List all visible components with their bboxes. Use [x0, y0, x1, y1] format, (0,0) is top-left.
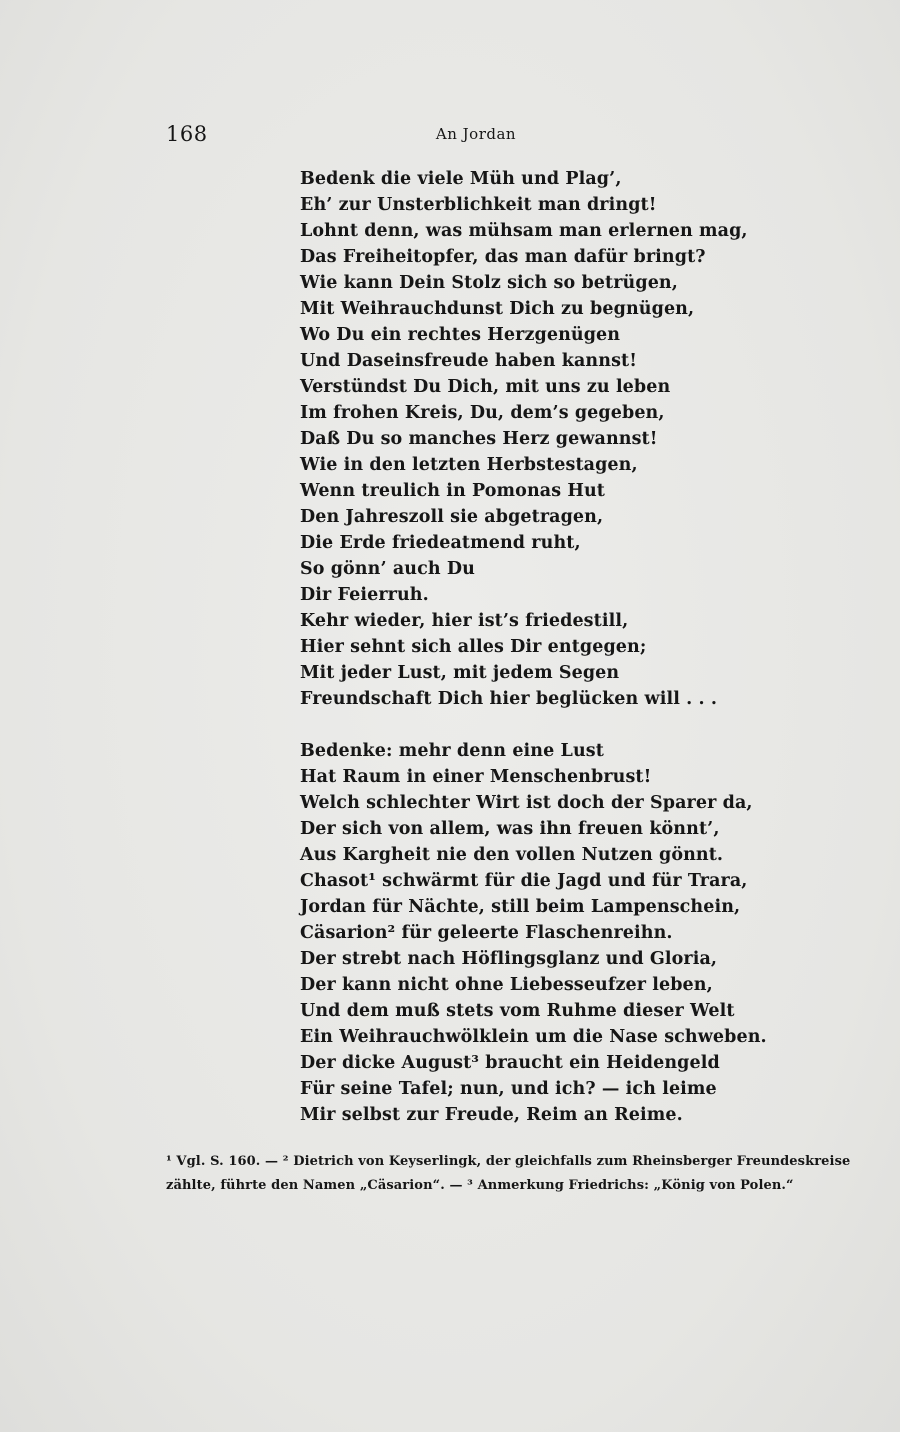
- poem-line: Wie in den letzten Herbstestagen,: [300, 455, 638, 475]
- poem-line: Bedenk die viele Müh und Plag’,: [300, 169, 622, 189]
- poem-line: Welch schlechter Wirt ist doch der Sparer da,: [300, 793, 753, 813]
- poem-line: Wenn treulich in Pomonas Hut: [300, 481, 605, 501]
- poem-line: Mir selbst zur Freude, Reim an Reime.: [300, 1105, 683, 1125]
- stanza-1: [300, 166, 748, 712]
- poem-line: Und dem muß stets vom Ruhme dieser Welt: [300, 1001, 735, 1021]
- poem-line: Wie kann Dein Stolz sich so betrügen,: [300, 273, 678, 293]
- poem-line: Der strebt nach Höflingsglanz und Gloria,: [300, 949, 718, 969]
- poem-line: Das Freiheitopfer, das man dafür bringt?: [300, 247, 706, 267]
- poem-line: Verstündst Du Dich, mit uns zu leben: [300, 377, 671, 397]
- poem-line: Der kann nicht ohne Liebesseufzer leben,: [300, 975, 713, 995]
- poem-line: Cäsarion² für geleerte Flaschenreihn.: [300, 923, 673, 943]
- poem-line: Für seine Tafel; nun, und ich? — ich leime: [300, 1079, 717, 1099]
- stanza-2: [300, 738, 767, 1128]
- poem-line: Dir Feierruh.: [300, 585, 429, 605]
- poem-line: Ein Weihrauchwölklein um die Nase schweben.: [300, 1027, 767, 1047]
- poem-line: Wo Du ein rechtes Herzgenügen: [300, 325, 621, 345]
- poem-line: Der dicke August³ braucht ein Heidengeld: [300, 1053, 720, 1073]
- poem: [300, 166, 767, 1128]
- footnote-line: ¹ Vgl. S. 160. — ² Dietrich von Keyserlingk, der gleichfalls zum Rheinsberger Freundeskreise: [166, 1154, 851, 1169]
- poem-line: Kehr wieder, hier ist’s friedestill,: [300, 611, 629, 631]
- footnotes: [166, 1150, 851, 1198]
- running-title: An Jordan: [435, 125, 517, 143]
- page-number: 168: [166, 122, 208, 146]
- poem-line: Chasot¹ schwärmt für die Jagd und für Trara,: [300, 871, 748, 891]
- poem-line: Daß Du so manches Herz gewannst!: [300, 429, 658, 449]
- poem-line: So gönn’ auch Du: [300, 559, 475, 579]
- poem-line: Eh’ zur Unsterblichkeit man dringt!: [300, 195, 657, 215]
- poem-line: Aus Kargheit nie den vollen Nutzen gönnt.: [300, 845, 724, 865]
- poem-line: Mit Weihrauchdunst Dich zu begnügen,: [300, 299, 695, 319]
- footnote-line: zählte, führte den Namen „Cäsarion“. — ³ Anmerkung Friedrichs: „König von Polen.“: [166, 1178, 794, 1193]
- poem-line: Hier sehnt sich alles Dir entgegen;: [300, 637, 647, 657]
- poem-line: Der sich von allem, was ihn freuen könnt’,: [300, 819, 720, 839]
- poem-line: Jordan für Nächte, still beim Lampenschein,: [300, 897, 741, 917]
- poem-line: Freundschaft Dich hier beglücken will . . .: [300, 689, 718, 709]
- poem-line: Den Jahreszoll sie abgetragen,: [300, 507, 604, 527]
- poem-line: Im frohen Kreis, Du, dem’s gegeben,: [300, 403, 665, 423]
- poem-line: Lohnt denn, was mühsam man erlernen mag,: [300, 221, 748, 241]
- poem-line: Und Daseinsfreude haben kannst!: [300, 351, 637, 371]
- poem-line: Die Erde friedeatmend ruht,: [300, 533, 581, 553]
- poem-line: Bedenke: mehr denn eine Lust: [300, 741, 604, 761]
- page-header: [166, 122, 806, 150]
- poem-line: Hat Raum in einer Menschenbrust!: [300, 767, 652, 787]
- poem-line: Mit jeder Lust, mit jedem Segen: [300, 663, 620, 683]
